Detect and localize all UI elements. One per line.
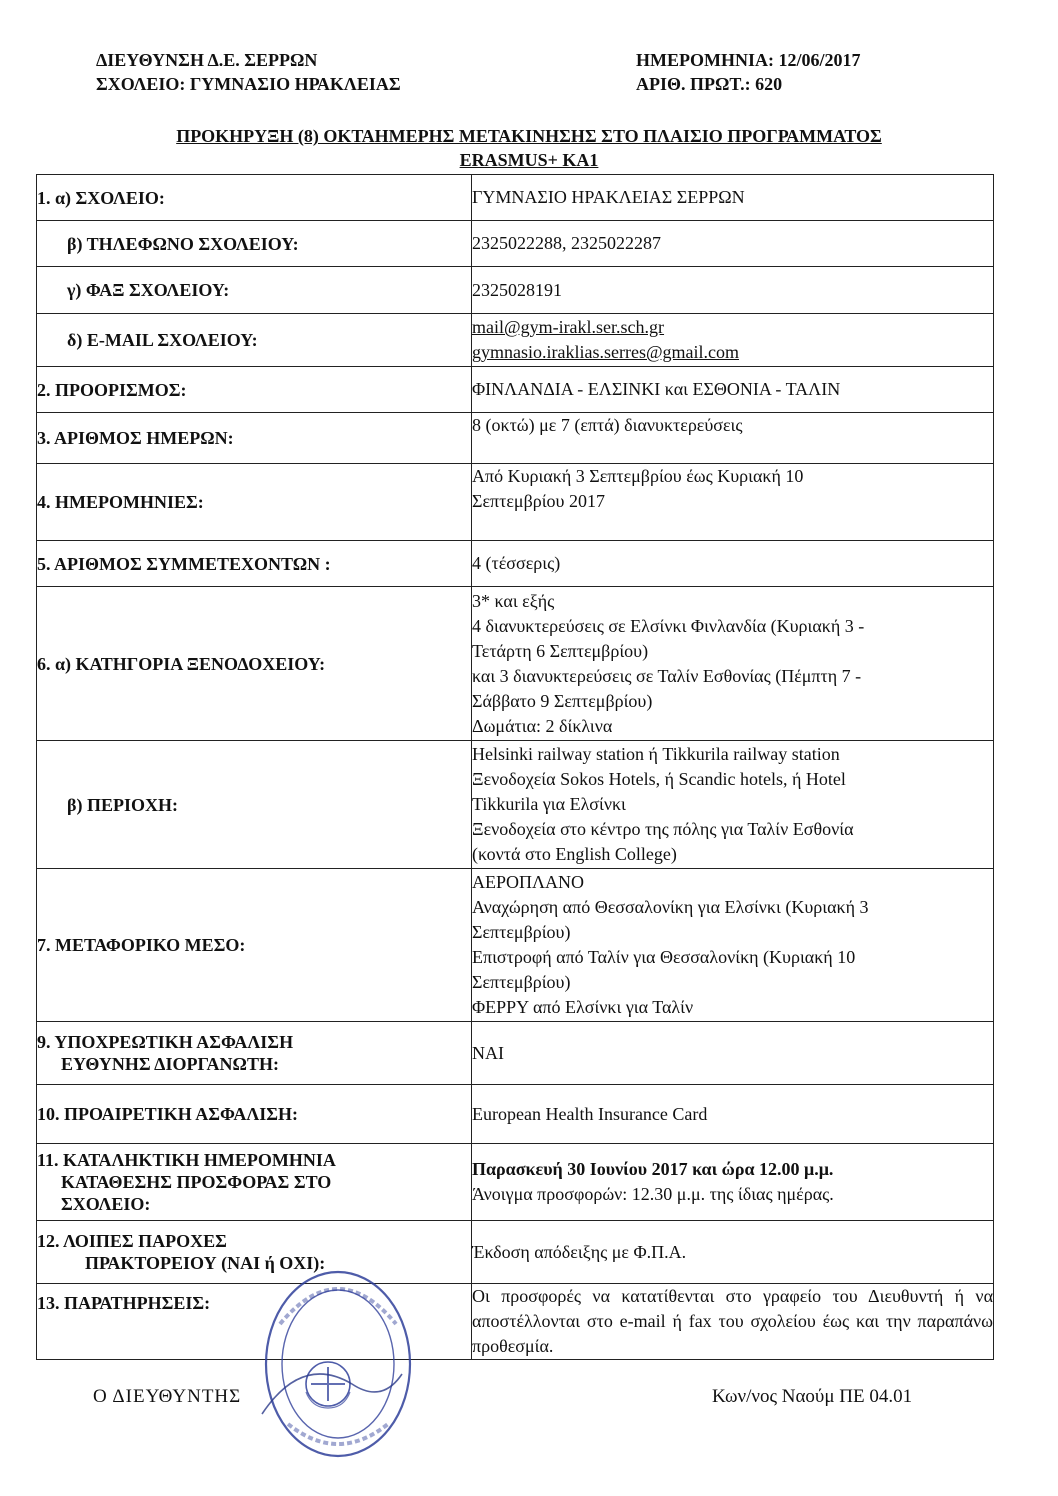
value-phone: 2325022288, 2325022287: [472, 221, 994, 267]
value-destination: ΦΙΝΛΑΝΔΙΑ - ΕΛΣΙΝΚΙ και ΕΣΘΟΝΙΑ - ΤΑΛΙΝ: [472, 367, 994, 413]
title-line-2: ERASMUS+ KA1: [459, 150, 599, 170]
value-days: 8 (οκτώ) με 7 (επτά) διανυκτερεύσεις: [472, 413, 994, 464]
value-other-services: Έκδοση απόδειξης με Φ.Π.Α.: [472, 1221, 994, 1284]
value-deadline: [472, 1144, 994, 1221]
hotel-line-1: 3* και εξής: [472, 590, 555, 611]
row-hotel: [37, 587, 994, 741]
area-line-5: (κοντά στο English College): [472, 844, 677, 864]
insurance-label-1: 9. ΥΠΟΧΡΕΩΤΙΚΗ ΑΣΦΑΛΙΣΗ: [37, 1032, 294, 1052]
hotel-line-5: Σάββατο 9 Σεπτεμβρίου): [472, 690, 653, 711]
label-remarks: 13. ΠΑΡΑΤΗΡΗΣΕΙΣ:: [37, 1284, 472, 1360]
area-line-4: Ξενοδοχεία στο κέντρο της πόλης για Ταλίν Εσθονία: [472, 819, 854, 839]
signatory-name: Κων/νος Ναούμ ΠΕ 04.01: [712, 1386, 913, 1407]
row-fax: [37, 267, 994, 314]
value-fax: 2325028191: [472, 267, 994, 314]
value-area: [472, 741, 994, 869]
header-left: [96, 48, 401, 96]
details-table: [36, 174, 994, 1360]
value-dates: [472, 464, 994, 541]
transport-line-2: Αναχώρηση από Θεσσαλονίκη για Ελσίνκι (Κυριακή 3: [472, 897, 869, 917]
value-email: [472, 314, 994, 367]
label-destination: 2. ΠΡΟΟΡΙΣΜΟΣ:: [37, 367, 472, 413]
protocol-number: ΑΡΙΘ. ΠΡΩΤ.: 620: [636, 74, 783, 94]
email-link-1[interactable]: mail@gym-irakl.ser.sch.gr: [472, 317, 665, 337]
school-name: ΣΧΟΛΕΙΟ: ΓΥΜΝΑΣΙΟ ΗΡΑΚΛΕΙΑΣ: [96, 74, 401, 94]
row-remarks: [37, 1284, 994, 1360]
row-phone: [37, 221, 994, 267]
row-optional-insurance: [37, 1085, 994, 1144]
hotel-line-3: Τετάρτη 6 Σεπτεμβρίου): [472, 640, 649, 661]
row-other-services: [37, 1221, 994, 1284]
row-dates: [37, 464, 994, 541]
value-school: ΓΥΜΝΑΣΙΟ ΗΡΑΚΛΕΙΑΣ ΣΕΡΡΩΝ: [472, 175, 994, 221]
seal-cross: [311, 1367, 345, 1401]
email-link-2[interactable]: gymnasio.iraklias.serres@gmail.com: [472, 342, 740, 362]
deadline-date: Παρασκευή 30 Ιουνίου 2017 και ώρα 12.00 μ.μ.: [472, 1159, 834, 1179]
label-optional-insurance: 10. ΠΡΟΑΙΡΕΤΙΚΗ ΑΣΦΑΛΙΣΗ:: [37, 1085, 472, 1144]
dates-line-2: Σεπτεμβρίου 2017: [472, 491, 605, 511]
area-line-2: Ξενοδοχεία Sokos Hotels, ή Scandic hotels, ή Hotel: [472, 769, 846, 789]
row-insurance: [37, 1022, 994, 1085]
title-line-1: ΠΡΟΚΗΡΥΞΗ (8) ΟΚΤΑΗΜΕΡΗΣ ΜΕΤΑΚΙΝΗΣΗΣ ΣΤΟ ΠΛΑΙΣΙΟ ΠΡΟΓΡΑΜΜΑΤΟΣ: [176, 126, 882, 146]
value-remarks: Οι προσφορές να κατατίθενται στο γραφείο του Διευθυντή ή να αποστέλλονται στο e-mail ή fax του σχολείου έως και την παραπάνω προθεσμία.: [472, 1284, 994, 1360]
label-transport: 7. ΜΕΤΑΦΟΡΙΚΟ ΜΕΣΟ:: [37, 869, 472, 1022]
value-insurance: ΝΑΙ: [472, 1022, 994, 1085]
transport-line-6: ΦΕΡΡΥ από Ελσίνκι για Ταλίν: [472, 997, 694, 1017]
row-participants: [37, 541, 994, 587]
insurance-label-2: ΕΥΘΥΝΗΣ ΔΙΟΡΓΑΝΩΤΗ:: [61, 1054, 279, 1074]
row-email: [37, 314, 994, 367]
deadline-label-1: 11. ΚΑΤΑΛΗΚΤΙΚΗ ΗΜΕΡΟΜΗΝΙΑ: [37, 1150, 336, 1170]
row-deadline: [37, 1144, 994, 1221]
value-hotel: [472, 587, 994, 741]
area-line-3: Tikkurila για Ελσίνκι: [472, 794, 626, 814]
offers-opening: Άνοιγμα προσφορών: 12.30 μ.μ. της ίδιας ημέρας.: [472, 1184, 834, 1204]
row-destination: [37, 367, 994, 413]
deadline-label-3: ΣΧΟΛΕΙΟ:: [61, 1194, 151, 1214]
row-school: [37, 175, 994, 221]
directorate-name: ΔΙΕΥΘΥΝΣΗ Δ.Ε. ΣΕΡΡΩΝ: [96, 50, 318, 70]
label-area: β) ΠΕΡΙΟΧΗ:: [37, 741, 472, 869]
other-services-label-1: 12. ΛΟΙΠΕΣ ΠΑΡΟΧΕΣ: [37, 1231, 227, 1251]
label-school: 1. α) ΣΧΟΛΕΙΟ:: [37, 175, 472, 221]
label-participants: 5. ΑΡΙΘΜΟΣ ΣΥΜΜΕΤΕΧΟΝΤΩΝ :: [37, 541, 472, 587]
label-insurance: [37, 1022, 472, 1085]
transport-line-3: Σεπτεμβρίου): [472, 922, 571, 942]
row-transport: [37, 869, 994, 1022]
transport-line-5: Σεπτεμβρίου): [472, 972, 571, 992]
value-transport: [472, 869, 994, 1022]
label-deadline: [37, 1144, 472, 1221]
label-days: 3. ΑΡΙΘΜΟΣ ΗΜΕΡΩΝ:: [37, 413, 472, 464]
transport-line-1: ΑΕΡΟΠΛΑΝΟ: [472, 872, 585, 892]
label-phone: β) ΤΗΛΕΦΩΝΟ ΣΧΟΛΕΙΟΥ:: [37, 221, 472, 267]
hotel-line-2: 4 διανυκτερεύσεις σε Ελσίνκι Φινλανδία (Κυριακή 3 -: [472, 615, 865, 636]
label-hotel: 6. α) ΚΑΤΗΓΟΡΙΑ ΞΕΝΟΔΟΧΕΙΟΥ:: [37, 587, 472, 741]
deadline-label-2: ΚΑΤΑΘΕΣΗΣ ΠΡΟΣΦΟΡΑΣ ΣΤΟ: [61, 1172, 332, 1192]
area-line-1: Helsinki railway station ή Tikkurila railway station: [472, 744, 840, 764]
label-dates: 4. ΗΜΕΡΟΜΗΝΙΕΣ:: [37, 464, 472, 541]
official-seal-stamp: [258, 1264, 418, 1464]
value-participants: 4 (τέσσερις): [472, 541, 994, 587]
label-email: δ) E-MAIL ΣΧΟΛΕΙΟΥ:: [37, 314, 472, 367]
label-fax: γ) ΦΑΞ ΣΧΟΛΕΙΟΥ:: [37, 267, 472, 314]
header-right: [636, 48, 860, 96]
document-title: [0, 124, 1058, 172]
row-days: [37, 413, 994, 464]
other-services-label-2: ΠΡΑΚΤΟΡΕΙΟΥ (ΝΑΙ ή ΟΧΙ):: [85, 1253, 326, 1273]
signatory-title: Ο ΔΙΕΥΘΥΝΤΗΣ: [93, 1386, 242, 1407]
transport-line-4: Επιστροφή από Ταλίν για Θεσσαλονίκη (Κυριακή 10: [472, 947, 856, 967]
value-optional-insurance: European Health Insurance Card: [472, 1085, 994, 1144]
dates-line-1: Από Κυριακή 3 Σεπτεμβρίου έως Κυριακή 10: [472, 466, 804, 486]
document-date: ΗΜΕΡΟΜΗΝΙΑ: 12/06/2017: [636, 50, 861, 70]
row-area: [37, 741, 994, 869]
hotel-line-6: Δωμάτια: 2 δίκλινα: [472, 715, 613, 736]
hotel-line-4: και 3 διανυκτερεύσεις σε Ταλίν Εσθονίας (Πέμπτη 7 -: [472, 665, 862, 686]
